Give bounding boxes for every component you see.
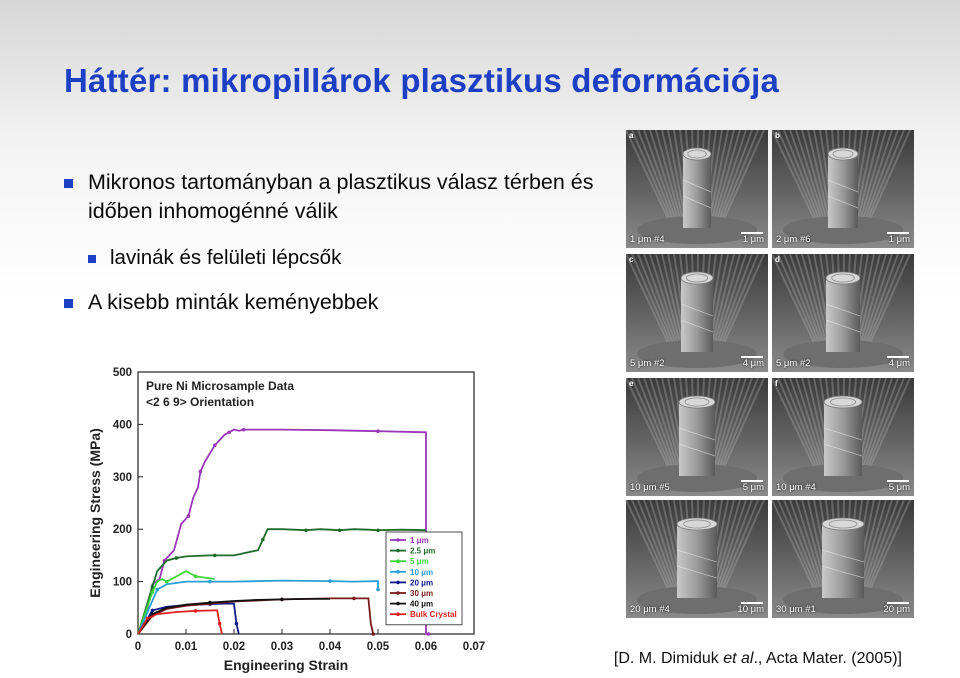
panel-letter: d xyxy=(775,255,780,264)
panel-scale-label: 5 μm xyxy=(888,482,910,493)
panel-letter: c xyxy=(629,255,634,264)
sem-panel xyxy=(772,130,914,248)
series-point xyxy=(338,528,342,532)
legend-label: 1 μm xyxy=(410,536,429,545)
legend-label: 20 μm xyxy=(410,578,434,588)
legend-marker xyxy=(396,591,400,595)
legend-marker xyxy=(396,549,400,553)
x-tick-label: 0.07 xyxy=(462,641,486,653)
stress-strain-chart xyxy=(80,362,486,674)
sem-panel xyxy=(626,500,768,618)
legend-label: 30 μm xyxy=(410,589,434,598)
sem-panel xyxy=(772,378,914,496)
series-point xyxy=(304,528,308,532)
series-point xyxy=(427,632,431,636)
panel-letter: a xyxy=(629,131,634,140)
legend-marker xyxy=(396,612,400,616)
series-point xyxy=(376,588,380,592)
legend-marker xyxy=(396,570,400,574)
panel-scale-label: 1 μm xyxy=(742,234,764,245)
citation-open: [D. M. Dimiduk xyxy=(613,650,724,667)
sem-panel xyxy=(772,254,914,372)
legend-marker xyxy=(396,538,400,542)
y-tick-label: 500 xyxy=(112,367,132,379)
citation xyxy=(614,650,902,668)
legend-label: 5 μm xyxy=(410,557,429,567)
bullet-item: A kisebb minták keményebbek xyxy=(64,288,624,317)
panel-sample-label: 10 μm #4 xyxy=(776,482,816,493)
chart-annotation: <2 6 9> Orientation xyxy=(146,395,255,409)
micropillar-image xyxy=(626,500,768,618)
bullet-list xyxy=(64,168,624,317)
legend-label: 40 μm xyxy=(410,599,434,609)
panel-sample-label: 20 μm #4 xyxy=(630,604,670,615)
sub-bullet-item: lavinák és felületi lépcsők xyxy=(88,244,624,272)
series-point xyxy=(194,575,198,579)
series-point xyxy=(208,601,212,605)
series-point xyxy=(165,580,169,584)
x-tick-label: 0 xyxy=(134,641,142,653)
series-point xyxy=(194,609,198,613)
legend-label: 10 μm xyxy=(410,567,434,577)
y-tick-label: 400 xyxy=(112,419,132,432)
bullet-item: Mikronos tartományban a plasztikus válasz térben és időben inhomogénné válik xyxy=(64,168,624,226)
panel-scale-label: 4 μm xyxy=(742,358,764,369)
panel-sample-label: 1 μm #4 xyxy=(630,234,665,245)
y-axis-label: Engineering Stress (MPa) xyxy=(87,428,103,598)
x-tick-label: 0.03 xyxy=(270,641,294,653)
x-tick-label: 0.04 xyxy=(318,641,342,653)
panel-scale-label: 4 μm xyxy=(888,358,910,369)
series-point xyxy=(376,429,380,433)
sem-image-grid xyxy=(626,130,916,618)
series-point xyxy=(352,597,356,601)
chart-annotation: Pure Ni Microsample Data xyxy=(146,379,295,393)
series-point xyxy=(261,538,265,542)
micropillar-image xyxy=(772,378,914,496)
panel-sample-label: 5 μm #2 xyxy=(630,358,665,369)
panel-scale-label: 5 μm xyxy=(742,482,764,493)
micropillar-image xyxy=(772,254,914,372)
series-point xyxy=(235,622,239,626)
sem-panel xyxy=(772,500,914,618)
slide-title: Háttér: mikropillárok plasztikus deformációja xyxy=(64,62,780,99)
series-point xyxy=(146,616,150,620)
sem-panel xyxy=(626,130,768,248)
legend-label: Bulk Crystal xyxy=(410,610,457,620)
panel-sample-label: 10 μm #5 xyxy=(630,482,670,493)
y-tick-label: 300 xyxy=(112,471,132,484)
panel-letter: e xyxy=(629,379,634,388)
legend-marker xyxy=(396,602,400,606)
x-tick-label: 0.02 xyxy=(222,641,246,653)
x-axis-label: Engineering Strain xyxy=(223,657,349,673)
panel-scale-label: 10 μm xyxy=(737,604,764,615)
series-point xyxy=(280,598,284,602)
panel-scale-label: 20 μm xyxy=(883,604,910,615)
panel-sample-label: 30 μm #1 xyxy=(776,604,816,615)
series-point xyxy=(371,632,375,636)
y-tick-label: 100 xyxy=(112,576,132,589)
panel-sample-label: 5 μm #2 xyxy=(776,358,811,369)
series-point xyxy=(213,554,217,558)
x-tick-label: 0.06 xyxy=(414,641,438,653)
series-point xyxy=(242,428,246,432)
series-point xyxy=(187,514,191,518)
series-point xyxy=(151,609,155,613)
citation-etal: et al xyxy=(723,650,754,667)
micropillar-image xyxy=(772,130,914,248)
legend-marker xyxy=(396,581,400,585)
sem-panel xyxy=(626,378,768,496)
y-tick-label: 200 xyxy=(112,524,132,537)
micropillar-image xyxy=(626,130,768,248)
series-point xyxy=(199,470,203,474)
series-point xyxy=(175,556,179,560)
series-point xyxy=(151,590,155,594)
legend-marker xyxy=(396,559,400,563)
series-point xyxy=(213,444,217,448)
panel-letter: f xyxy=(775,379,778,388)
panel-sample-label: 2 μm #6 xyxy=(776,234,811,245)
series-point xyxy=(328,579,332,583)
panel-scale-label: 1 μm xyxy=(888,234,910,245)
y-tick-label: 0 xyxy=(125,629,132,641)
micropillar-image xyxy=(626,378,768,496)
series-point xyxy=(155,588,159,592)
series-point xyxy=(376,528,380,532)
x-tick-label: 0.01 xyxy=(174,641,198,653)
micropillar-image xyxy=(626,254,768,372)
micropillar-image xyxy=(772,500,914,618)
series-point xyxy=(208,580,212,584)
series-point xyxy=(218,622,222,626)
citation-rest: ., Acta Mater. (2005)] xyxy=(753,650,902,667)
legend-label: 2.5 μm xyxy=(410,546,436,556)
panel-letter: b xyxy=(775,131,780,140)
series-point xyxy=(227,430,231,434)
sem-panel xyxy=(626,254,768,372)
x-tick-label: 0.05 xyxy=(366,641,390,653)
